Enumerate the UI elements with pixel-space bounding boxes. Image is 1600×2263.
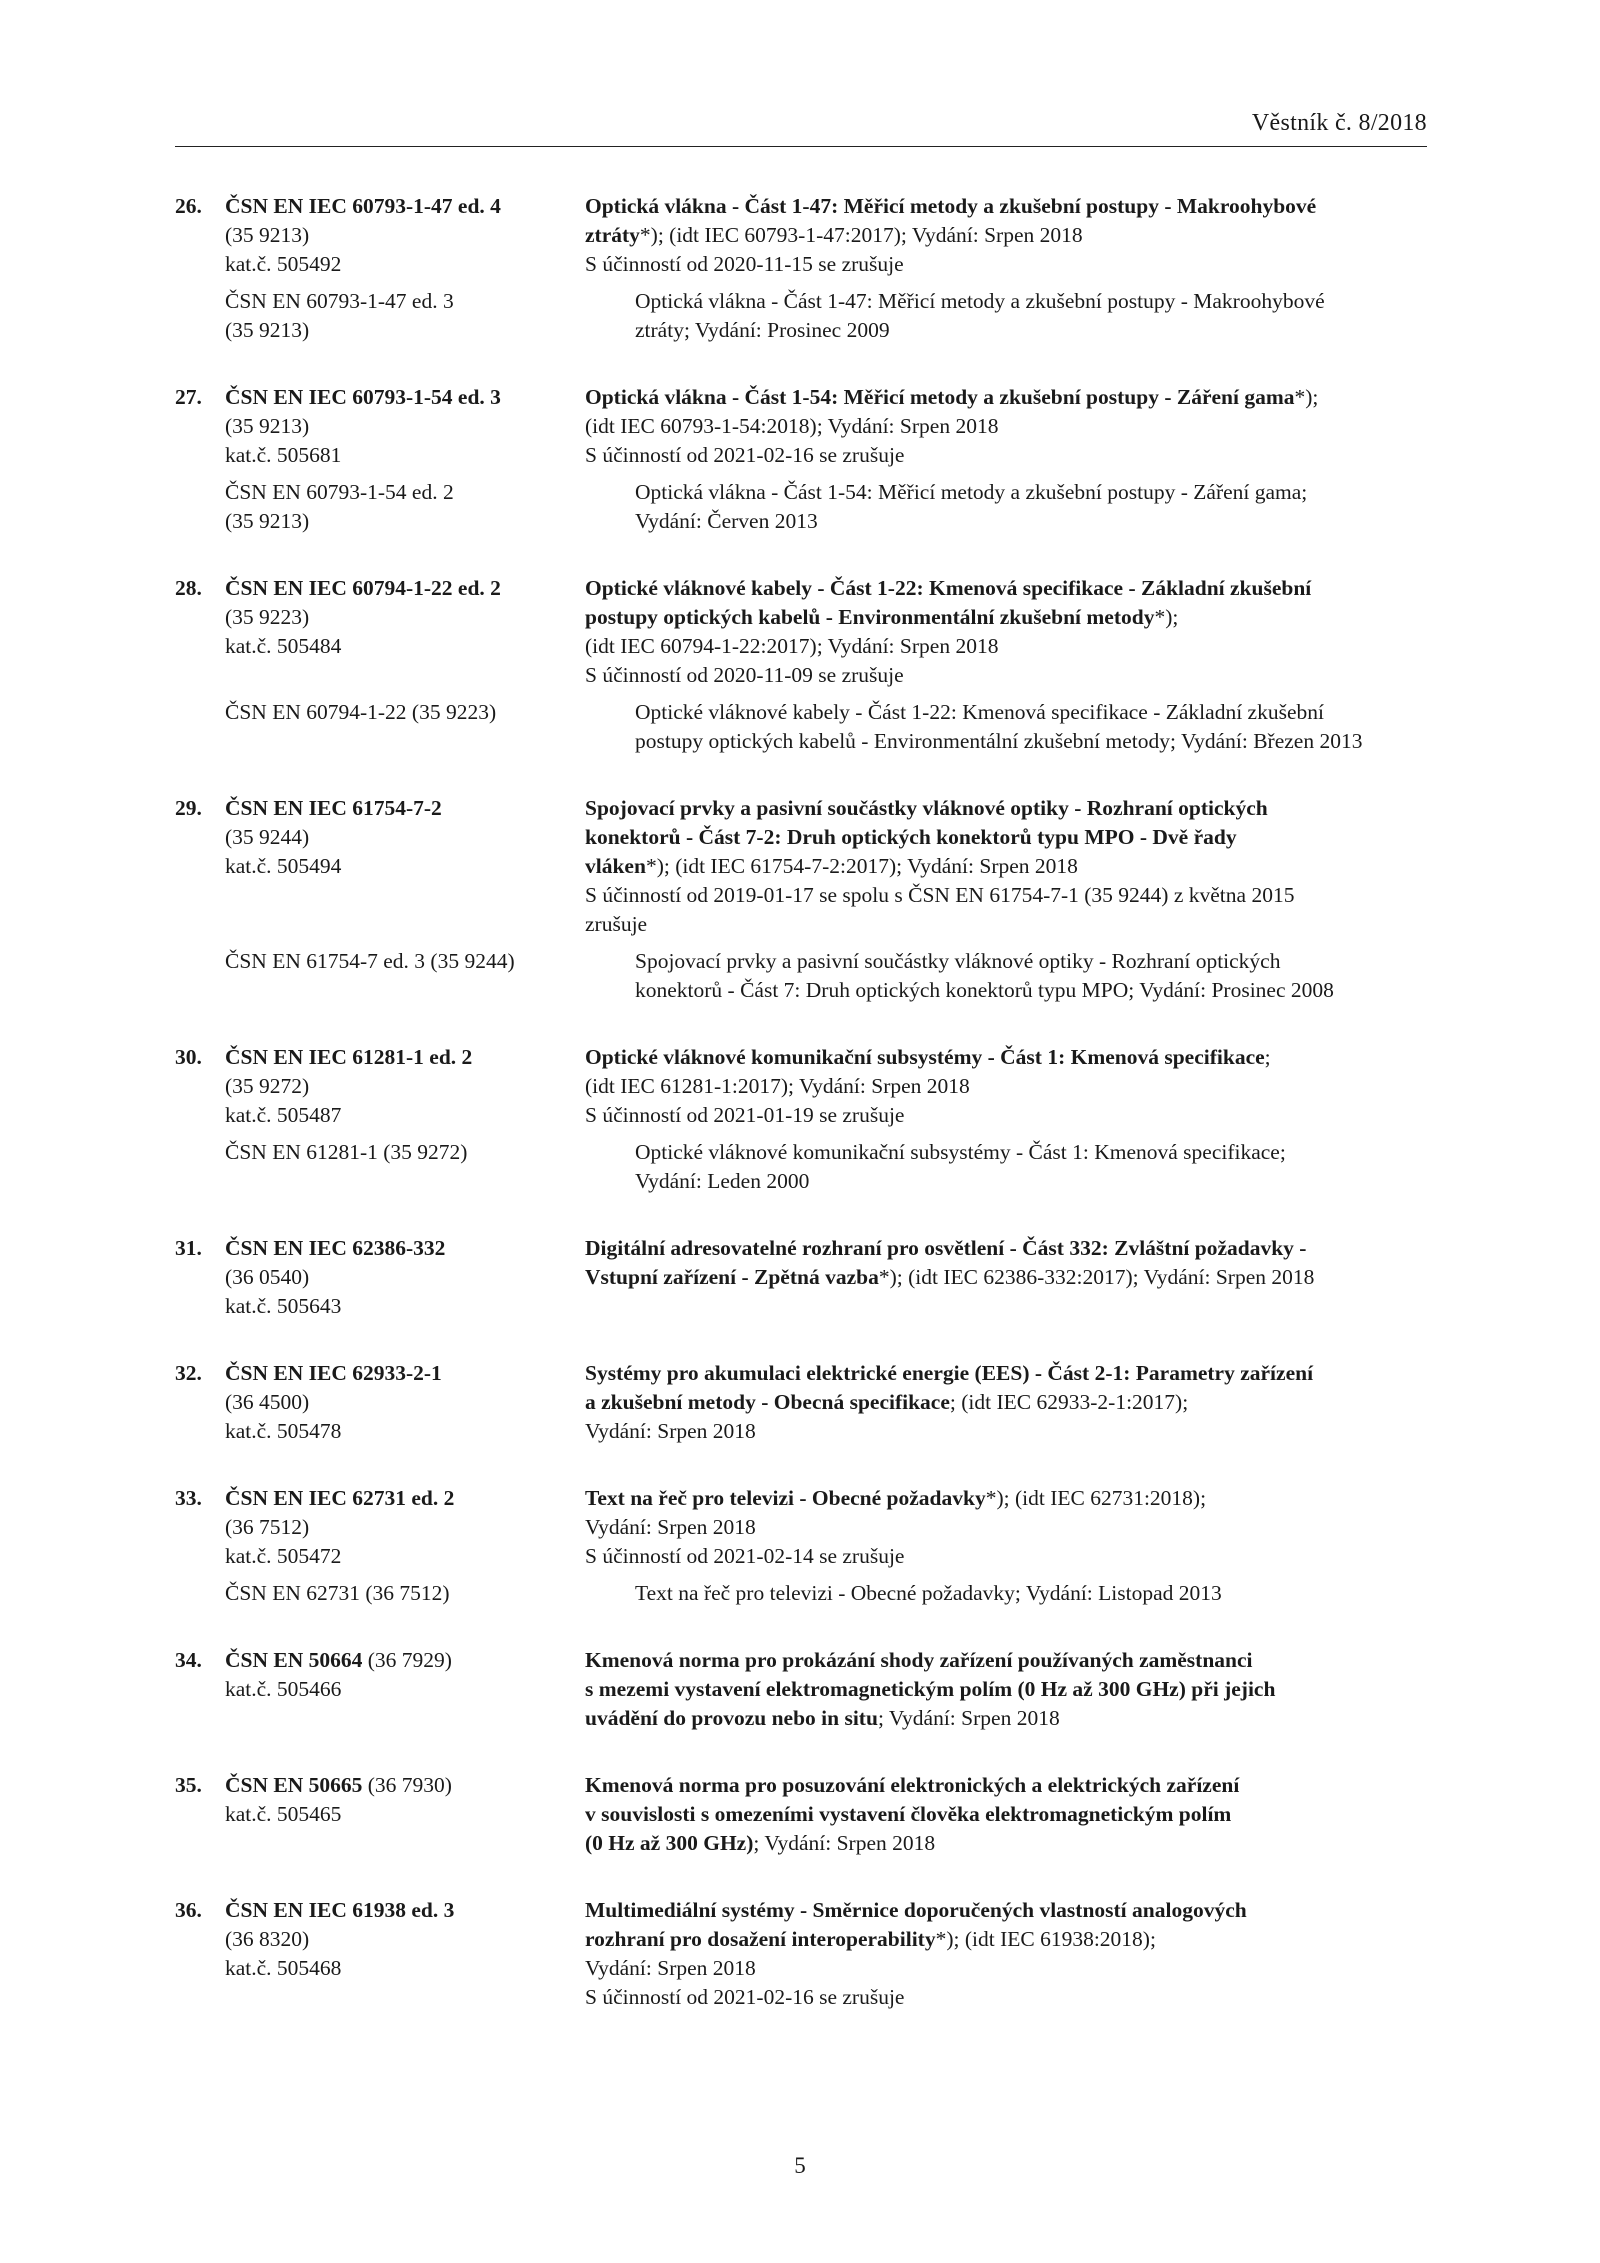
description-title: Optická vlákna - Část 1-47: Měřicí metody a zkušební postupy - Makroohybové bbox=[585, 194, 1317, 218]
new-standard-row bbox=[175, 1484, 1427, 1571]
description-line bbox=[585, 1542, 1427, 1571]
replaced-standard-identifiers bbox=[175, 698, 635, 756]
description-line bbox=[585, 823, 1427, 852]
replaced-standard-row bbox=[175, 947, 1427, 1005]
standard-description bbox=[585, 1043, 1427, 1130]
description-title: rozhraní pro dosažení interoperability bbox=[585, 1927, 936, 1951]
description-text: ; Vydání: Srpen 2018 bbox=[753, 1831, 936, 1855]
description-title: s mezemi vystavení elektromagnetickým polím (0 Hz až 300 GHz) při jejich bbox=[585, 1677, 1276, 1701]
new-standard-row bbox=[175, 383, 1427, 470]
description-title: Multimediální systémy - Směrnice doporučených vlastností analogových bbox=[585, 1898, 1247, 1922]
standard-entry bbox=[175, 1234, 1427, 1321]
description-title: Text na řeč pro televizi - Obecné požadavky bbox=[585, 1486, 986, 1510]
entry-number: 36. bbox=[175, 1898, 202, 1922]
standard-code: ČSN EN IEC 62386-332 bbox=[225, 1236, 446, 1260]
description-line bbox=[585, 1954, 1427, 1983]
description-line bbox=[585, 412, 1427, 441]
standard-identifiers bbox=[175, 574, 585, 690]
catalog-number: kat.č. 505478 bbox=[225, 1419, 342, 1443]
description-text: (idt IEC 61281-1:2017); Vydání: Srpen 2018 bbox=[585, 1074, 970, 1098]
replaced-standard-code: ČSN EN 60794-1-22 (35 9223) bbox=[225, 700, 497, 724]
description-line bbox=[585, 1263, 1427, 1292]
standard-identifiers bbox=[175, 1043, 585, 1130]
replaced-standard-code: ČSN EN 61281-1 (35 9272) bbox=[225, 1140, 468, 1164]
replaced-description-line: Vydání: Červen 2013 bbox=[635, 509, 818, 533]
standard-description bbox=[585, 1359, 1427, 1446]
description-title: Digitální adresovatelné rozhraní pro osvětlení - Část 332: Zvláštní požadavky - bbox=[585, 1236, 1307, 1260]
standards-list bbox=[175, 192, 1427, 2050]
standard-code-line bbox=[175, 794, 585, 823]
description-text: zrušuje bbox=[585, 912, 648, 936]
description-line bbox=[585, 1234, 1427, 1263]
description-title: Optické vláknové komunikační subsystémy - Část 1: Kmenová specifikace bbox=[585, 1045, 1265, 1069]
new-standard-row bbox=[175, 1646, 1427, 1733]
description-line bbox=[585, 1646, 1427, 1675]
journal-title: Věstník č. 8/2018 bbox=[1251, 110, 1427, 136]
description-title: Kmenová norma pro prokázání shody zařízení používaných zaměstnanci bbox=[585, 1648, 1253, 1672]
standard-description bbox=[585, 1234, 1427, 1321]
description-text: S účinností od 2021-01-19 se zrušuje bbox=[585, 1103, 905, 1127]
catalog-number: kat.č. 505472 bbox=[225, 1544, 342, 1568]
standard-code: ČSN EN IEC 62731 ed. 2 bbox=[225, 1486, 455, 1510]
standard-class: (36 8320) bbox=[225, 1927, 310, 1951]
standard-identifiers bbox=[175, 1234, 585, 1321]
description-title: (0 Hz až 300 GHz) bbox=[585, 1831, 754, 1855]
description-title: konektorů - Část 7-2: Druh optických konektorů typu MPO - Dvě řady bbox=[585, 825, 1237, 849]
standard-class: (35 9213) bbox=[225, 223, 310, 247]
catalog-number: kat.č. 505643 bbox=[225, 1294, 342, 1318]
standard-entry bbox=[175, 1646, 1427, 1733]
description-text: S účinností od 2021-02-16 se zrušuje bbox=[585, 1985, 905, 2009]
standard-entry bbox=[175, 192, 1427, 345]
standard-identifiers bbox=[175, 1771, 585, 1858]
description-line bbox=[585, 603, 1427, 632]
standard-code-line bbox=[175, 1646, 585, 1675]
description-line bbox=[585, 383, 1427, 412]
description-line bbox=[585, 441, 1427, 470]
entry-number: 26. bbox=[175, 194, 202, 218]
replaced-standard-identifiers bbox=[175, 1138, 635, 1196]
description-line bbox=[585, 852, 1427, 881]
description-line bbox=[585, 1513, 1427, 1542]
description-text: S účinností od 2020-11-15 se zrušuje bbox=[585, 252, 904, 276]
new-standard-row bbox=[175, 794, 1427, 939]
replaced-standard-code: (35 9213) bbox=[225, 509, 310, 533]
replaced-standard-description bbox=[635, 1579, 1427, 1608]
standard-class: (36 0540) bbox=[225, 1265, 310, 1289]
replaced-description-line: Vydání: Leden 2000 bbox=[635, 1169, 810, 1193]
standard-entry bbox=[175, 574, 1427, 756]
standard-code: ČSN EN IEC 60794-1-22 ed. 2 bbox=[225, 576, 501, 600]
description-line bbox=[585, 1829, 1427, 1858]
entry-number: 33. bbox=[175, 1486, 202, 1510]
replaced-description-line: konektorů - Část 7: Druh optických konektorů typu MPO; Vydání: Prosinec 2008 bbox=[635, 978, 1334, 1002]
replaced-standard-code: ČSN EN 61754-7 ed. 3 (35 9244) bbox=[225, 949, 515, 973]
description-line bbox=[585, 574, 1427, 603]
description-line bbox=[585, 1359, 1427, 1388]
standard-identifiers bbox=[175, 383, 585, 470]
catalog-number: kat.č. 505492 bbox=[225, 252, 342, 276]
standard-description bbox=[585, 1896, 1427, 2012]
replaced-standard-code: ČSN EN 60793-1-47 ed. 3 bbox=[225, 289, 454, 313]
standard-code: ČSN EN IEC 62933-2-1 bbox=[225, 1361, 442, 1385]
description-line bbox=[585, 632, 1427, 661]
entry-number: 34. bbox=[175, 1648, 202, 1672]
description-title: Vstupní zařízení - Zpětná vazba bbox=[585, 1265, 879, 1289]
new-standard-row bbox=[175, 1359, 1427, 1446]
standard-code-line bbox=[175, 574, 585, 603]
catalog-number: kat.č. 505494 bbox=[225, 854, 342, 878]
replaced-description-line: Optická vlákna - Část 1-47: Měřicí metody a zkušební postupy - Makroohybové bbox=[635, 289, 1325, 313]
standard-description bbox=[585, 383, 1427, 470]
description-title: Spojovací prvky a pasivní součástky vláknové optiky - Rozhraní optických bbox=[585, 796, 1268, 820]
standard-description bbox=[585, 1484, 1427, 1571]
catalog-number: kat.č. 505681 bbox=[225, 443, 342, 467]
replaced-standard-identifiers bbox=[175, 478, 635, 536]
description-text: ; bbox=[1264, 1045, 1271, 1069]
standard-entry bbox=[175, 1896, 1427, 2012]
replaced-standard-description bbox=[635, 1138, 1427, 1196]
standard-entry bbox=[175, 1359, 1427, 1446]
entry-number: 27. bbox=[175, 385, 202, 409]
replaced-description-line: Optické vláknové komunikační subsystémy - Část 1: Kmenová specifikace; bbox=[635, 1140, 1286, 1164]
standard-identifiers bbox=[175, 1646, 585, 1733]
standard-entry bbox=[175, 1043, 1427, 1196]
standard-code: ČSN EN IEC 61281-1 ed. 2 bbox=[225, 1045, 473, 1069]
standard-code: ČSN EN IEC 61754-7-2 bbox=[225, 796, 442, 820]
standard-code: ČSN EN 50665 bbox=[225, 1773, 363, 1797]
standard-identifiers bbox=[175, 794, 585, 939]
page-header bbox=[175, 108, 1427, 147]
description-line bbox=[585, 192, 1427, 221]
standard-entry bbox=[175, 1771, 1427, 1858]
description-text: ; Vydání: Srpen 2018 bbox=[877, 1706, 1060, 1730]
description-text: Vydání: Srpen 2018 bbox=[585, 1419, 756, 1443]
replaced-standard-code: (35 9213) bbox=[225, 318, 310, 342]
standard-description bbox=[585, 1646, 1427, 1733]
standard-code-line bbox=[175, 1484, 585, 1513]
description-title: Optická vlákna - Část 1-54: Měřicí metody a zkušební postupy - Záření gama bbox=[585, 385, 1295, 409]
standard-code-line bbox=[175, 1359, 585, 1388]
standard-code: ČSN EN IEC 60793-1-47 ed. 4 bbox=[225, 194, 501, 218]
description-text: *); bbox=[1294, 385, 1319, 409]
description-text: *); (idt IEC 61754-7-2:2017); Vydání: Srpen 2018 bbox=[645, 854, 1078, 878]
description-line bbox=[585, 881, 1427, 910]
catalog-number: kat.č. 505484 bbox=[225, 634, 342, 658]
description-title: Optické vláknové kabely - Část 1-22: Kmenová specifikace - Základní zkušební bbox=[585, 576, 1312, 600]
description-title: postupy optických kabelů - Environmentální zkušební metody bbox=[585, 605, 1155, 629]
description-text: *); (idt IEC 60793-1-47:2017); Vydání: Srpen 2018 bbox=[639, 223, 1083, 247]
replaced-standard-row bbox=[175, 1138, 1427, 1196]
description-text: Vydání: Srpen 2018 bbox=[585, 1515, 756, 1539]
standard-class-inline: (36 7929) bbox=[362, 1648, 452, 1672]
replaced-standard-identifiers bbox=[175, 947, 635, 1005]
standard-class: (35 9244) bbox=[225, 825, 310, 849]
description-title: vláken bbox=[585, 854, 646, 878]
description-line bbox=[585, 1800, 1427, 1829]
catalog-number: kat.č. 505466 bbox=[225, 1677, 342, 1701]
description-title: ztráty bbox=[585, 223, 640, 247]
description-line bbox=[585, 221, 1427, 250]
standard-description bbox=[585, 574, 1427, 690]
standard-code-line bbox=[175, 383, 585, 412]
replaced-standard-description bbox=[635, 947, 1427, 1005]
standard-code-line bbox=[175, 192, 585, 221]
replaced-description-line: Text na řeč pro televizi - Obecné požadavky; Vydání: Listopad 2013 bbox=[635, 1581, 1222, 1605]
description-text: S účinností od 2019-01-17 se spolu s ČSN EN 61754-7-1 (35 9244) z května 2015 bbox=[585, 883, 1295, 907]
standard-class: (35 9272) bbox=[225, 1074, 310, 1098]
description-line bbox=[585, 1896, 1427, 1925]
replaced-standard-description bbox=[635, 287, 1427, 345]
description-line bbox=[585, 1417, 1427, 1446]
description-line bbox=[585, 1704, 1427, 1733]
standard-entry bbox=[175, 383, 1427, 536]
entry-number: 32. bbox=[175, 1361, 202, 1385]
description-text: (idt IEC 60793-1-54:2018); Vydání: Srpen 2018 bbox=[585, 414, 999, 438]
description-line bbox=[585, 1484, 1427, 1513]
standard-class: (35 9223) bbox=[225, 605, 310, 629]
replaced-description-line: Optická vlákna - Část 1-54: Měřicí metody a zkušební postupy - Záření gama; bbox=[635, 480, 1308, 504]
standard-description bbox=[585, 192, 1427, 279]
description-line bbox=[585, 1072, 1427, 1101]
description-line bbox=[585, 1101, 1427, 1130]
replaced-standard-row bbox=[175, 478, 1427, 536]
description-title: Kmenová norma pro posuzování elektronických a elektrických zařízení bbox=[585, 1773, 1240, 1797]
new-standard-row bbox=[175, 1771, 1427, 1858]
entry-number: 31. bbox=[175, 1236, 202, 1260]
standard-entry bbox=[175, 794, 1427, 1005]
standard-identifiers bbox=[175, 1896, 585, 2012]
replaced-description-line: Optické vláknové kabely - Část 1-22: Kmenová specifikace - Základní zkušební bbox=[635, 700, 1324, 724]
replaced-description-line: Spojovací prvky a pasivní součástky vláknové optiky - Rozhraní optických bbox=[635, 949, 1281, 973]
standard-code-line bbox=[175, 1896, 585, 1925]
standard-description bbox=[585, 1771, 1427, 1858]
replaced-standard-row bbox=[175, 287, 1427, 345]
replaced-standard-identifiers bbox=[175, 1579, 635, 1608]
description-text: *); (idt IEC 62386-332:2017); Vydání: Srpen 2018 bbox=[878, 1265, 1315, 1289]
replaced-standard-row bbox=[175, 698, 1427, 756]
standard-code: ČSN EN IEC 60793-1-54 ed. 3 bbox=[225, 385, 501, 409]
description-text: S účinností od 2021-02-14 se zrušuje bbox=[585, 1544, 905, 1568]
description-title: v souvislosti s omezeními vystavení člověka elektromagnetickým polím bbox=[585, 1802, 1232, 1826]
page-number: 5 bbox=[794, 2153, 806, 2178]
standard-entry bbox=[175, 1484, 1427, 1608]
replaced-standard-code: ČSN EN 60793-1-54 ed. 2 bbox=[225, 480, 454, 504]
description-line bbox=[585, 794, 1427, 823]
standard-identifiers bbox=[175, 1359, 585, 1446]
description-text: (idt IEC 60794-1-22:2017); Vydání: Srpen 2018 bbox=[585, 634, 999, 658]
description-text: Vydání: Srpen 2018 bbox=[585, 1956, 756, 1980]
replaced-standard-description bbox=[635, 478, 1427, 536]
new-standard-row bbox=[175, 1234, 1427, 1321]
replaced-standard-description bbox=[635, 698, 1427, 756]
description-line bbox=[585, 910, 1427, 939]
replaced-description-line: ztráty; Vydání: Prosinec 2009 bbox=[635, 318, 890, 342]
description-text: *); (idt IEC 62731:2018); bbox=[985, 1486, 1207, 1510]
description-title: uvádění do provozu nebo in situ bbox=[585, 1706, 878, 1730]
replaced-standard-row bbox=[175, 1579, 1427, 1608]
standard-code-line bbox=[175, 1234, 585, 1263]
standard-code: ČSN EN IEC 61938 ed. 3 bbox=[225, 1898, 455, 1922]
new-standard-row bbox=[175, 1043, 1427, 1130]
description-line bbox=[585, 661, 1427, 690]
description-line bbox=[585, 250, 1427, 279]
description-text: *); (idt IEC 61938:2018); bbox=[935, 1927, 1156, 1951]
entry-number: 35. bbox=[175, 1773, 202, 1797]
entry-number: 29. bbox=[175, 796, 202, 820]
catalog-number: kat.č. 505487 bbox=[225, 1103, 342, 1127]
description-line bbox=[585, 1771, 1427, 1800]
description-line bbox=[585, 1983, 1427, 2012]
standard-code-line bbox=[175, 1771, 585, 1800]
standard-description bbox=[585, 794, 1427, 939]
entry-number: 30. bbox=[175, 1045, 202, 1069]
standard-identifiers bbox=[175, 1484, 585, 1571]
new-standard-row bbox=[175, 574, 1427, 690]
standard-class: (35 9213) bbox=[225, 414, 310, 438]
catalog-number: kat.č. 505468 bbox=[225, 1956, 342, 1980]
new-standard-row bbox=[175, 1896, 1427, 2012]
standard-class: (36 4500) bbox=[225, 1390, 310, 1414]
standard-class-inline: (36 7930) bbox=[362, 1773, 452, 1797]
entry-number: 28. bbox=[175, 576, 202, 600]
replaced-standard-code: ČSN EN 62731 (36 7512) bbox=[225, 1581, 450, 1605]
description-title: Systémy pro akumulaci elektrické energie (EES) - Část 2-1: Parametry zařízení bbox=[585, 1361, 1314, 1385]
description-title: a zkušební metody - Obecná specifikace bbox=[585, 1390, 950, 1414]
description-line bbox=[585, 1925, 1427, 1954]
standard-identifiers bbox=[175, 192, 585, 279]
standard-code: ČSN EN 50664 bbox=[225, 1648, 363, 1672]
standard-code-line bbox=[175, 1043, 585, 1072]
description-line bbox=[585, 1675, 1427, 1704]
replaced-standard-identifiers bbox=[175, 287, 635, 345]
new-standard-row bbox=[175, 192, 1427, 279]
replaced-description-line: postupy optických kabelů - Environmentální zkušební metody; Vydání: Březen 2013 bbox=[635, 729, 1363, 753]
description-text: S účinností od 2021-02-16 se zrušuje bbox=[585, 443, 905, 467]
standard-class: (36 7512) bbox=[225, 1515, 310, 1539]
catalog-number: kat.č. 505465 bbox=[225, 1802, 342, 1826]
description-text: *); bbox=[1154, 605, 1179, 629]
description-text: ; (idt IEC 62933-2-1:2017); bbox=[949, 1390, 1189, 1414]
description-text: S účinností od 2020-11-09 se zrušuje bbox=[585, 663, 904, 687]
description-line bbox=[585, 1043, 1427, 1072]
description-line bbox=[585, 1388, 1427, 1417]
